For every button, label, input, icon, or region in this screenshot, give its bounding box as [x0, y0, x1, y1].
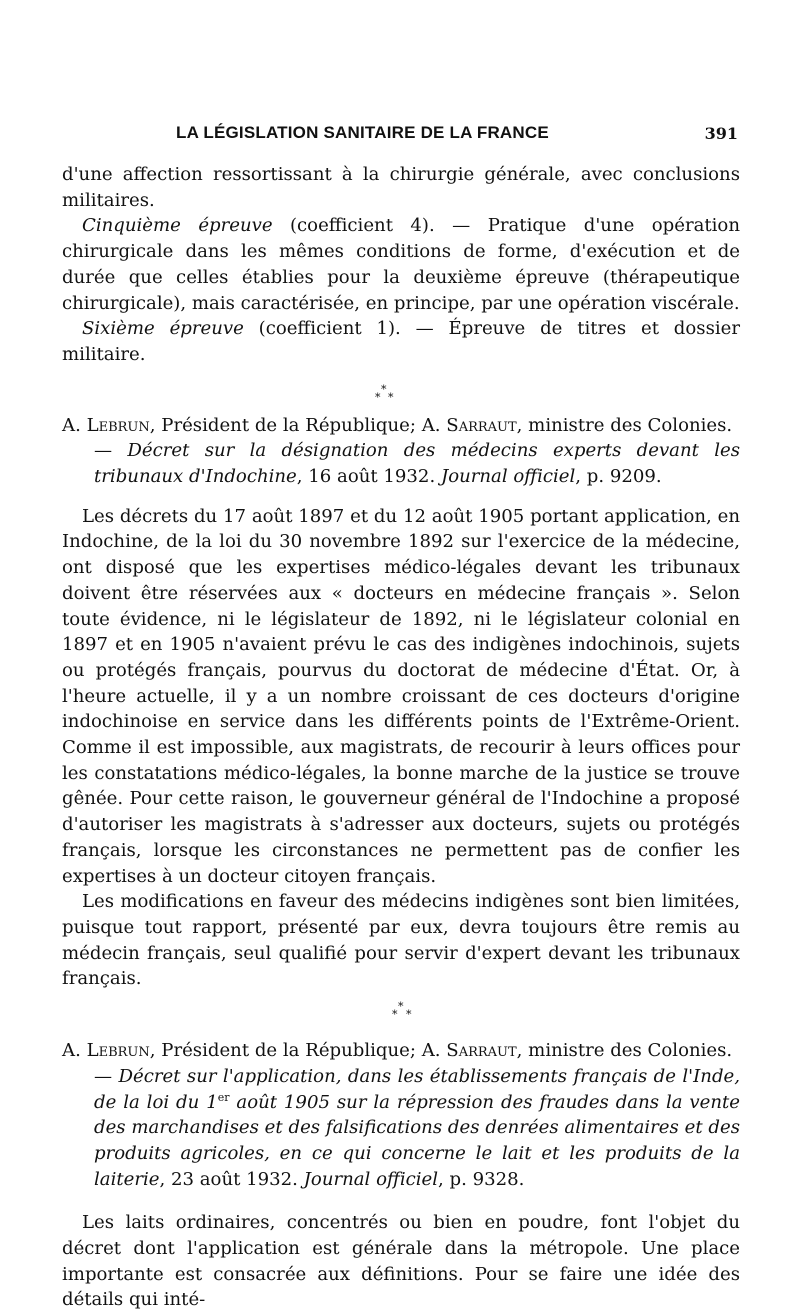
minister-name: Sarraut [446, 414, 517, 436]
journal-name: Journal officiel [303, 1168, 439, 1190]
decree-title: — Décret sur la désignation des médecins experts devant les tribunaux d'Indochine, 16 août 1932. Journal officiel, p. 9209. [94, 440, 740, 488]
asterism-star: * [375, 390, 381, 404]
fifth-exam-text: (coefficient 4). — Pratique d'une opération chirurgicale dans les mêmes conditions de forme, d'exécution et de durée que celles établies pour la deuxième épreuve (thérapeutique chirurgicale), mais caractérisée, en principe, par une opération viscérale. [62, 215, 740, 314]
asterism-star: * [392, 1008, 398, 1022]
decree-indochina [62, 413, 740, 490]
asterism-star: * [381, 382, 387, 396]
paragraph-decree-indochina-summary: Les modifications en faveur des médecins indigènes sont bien limitées, puisque tout rapport, présenté par eux, devra toujours être remis au médecin français, seul qualifié pour servir d'expert devant les tribunaux français. [62, 891, 740, 990]
fifth-exam-label: Cinquième épreuve [82, 215, 273, 237]
asterism-star: * [398, 1000, 404, 1014]
sixth-exam-text: (coefficient 1). — Épreuve de titres et dossier militaire. [62, 318, 741, 365]
paragraph-continuation: d'une affection ressortissant à la chirurgie générale, avec conclusions militaires. [62, 164, 740, 211]
decree-authors: A. Lebrun, Président de la République; A. Sarraut, ministre des Colonies. [62, 1040, 733, 1062]
paragraph-decree-indochina-body: Les décrets du 17 août 1897 et du 12 août 1905 portant application, en Indochine, de la loi du 30 novembre 1892 sur l'exercice de la médecine, ont disposé que les expertises médico-légales devant les tribunaux doivent être réservées aux « docteurs en médecine français ». Selon toute évidence, ni le législateur de 1892, ni le législateur colonial en 1897 et en 1905 n'avaient prévu le cas des indigènes indochinois, sujets ou protégés français, pourvus du doctorat de médecine d'État. Or, à l'heure actuelle, il y a un nombre croissant de ces docteurs d'origine indochinoise en service dans les différents points de l'Extrême-Orient. Comme il est impossible, aux magistrats, de recourir à leurs offices pour les constatations médico-légales, la bonne marche de la justice se trouve gênée. Pour cette raison, le gouverneur général de l'Indochine a proposé d'autoriser les magistrats à s'adresser aux docteurs, sujets ou protégés français, lorsque les circonstances ne permettent pas de confier les expertises à un docteur citoyen français. [62, 505, 740, 887]
asterism-star: * [406, 1008, 412, 1022]
page-header [62, 123, 740, 145]
paragraph-sixth-exam [62, 316, 740, 367]
paragraph-decree-india-body: Les laits ordinaires, concentrés ou bien en poudre, font l'objet du décret dont l'application est générale dans la métropole. Une place importante est consacrée aux définitions. Pour se faire une idée des détails qui inté- [62, 1212, 740, 1311]
asterism-star: * [388, 390, 394, 404]
president-name: Lebrun [86, 414, 150, 436]
running-title: LA LÉGISLATION SANITAIRE DE LA FRANCE [176, 123, 549, 142]
president-name: Lebrun [86, 1040, 150, 1062]
sixth-exam-label: Sixième épreuve [82, 318, 244, 340]
asterism-separator-2 [62, 992, 740, 1038]
decree-authors: A. Lebrun, Président de la République; A. Sarraut, ministre des Colonies. [62, 414, 733, 436]
decree-title: — Décret sur l'application, dans les établissements français de l'Inde, de la loi du 1er août 1905 sur la répression des fraudes dans la vente des marchandises et des falsifications des denrées alimentaires et des produits agricoles, en ce qui concerne le lait et les produits de la laiterie, 23 août 1932. Journal officiel, p. 9328. [94, 1065, 740, 1190]
decree-india [62, 1038, 740, 1192]
minister-name: Sarraut [446, 1040, 517, 1062]
page-body [62, 162, 740, 1313]
page-number: 391 [704, 124, 738, 143]
paragraph-fifth-exam [62, 213, 740, 316]
journal-name: Journal officiel [440, 466, 576, 488]
asterism-separator-1 [62, 368, 740, 413]
